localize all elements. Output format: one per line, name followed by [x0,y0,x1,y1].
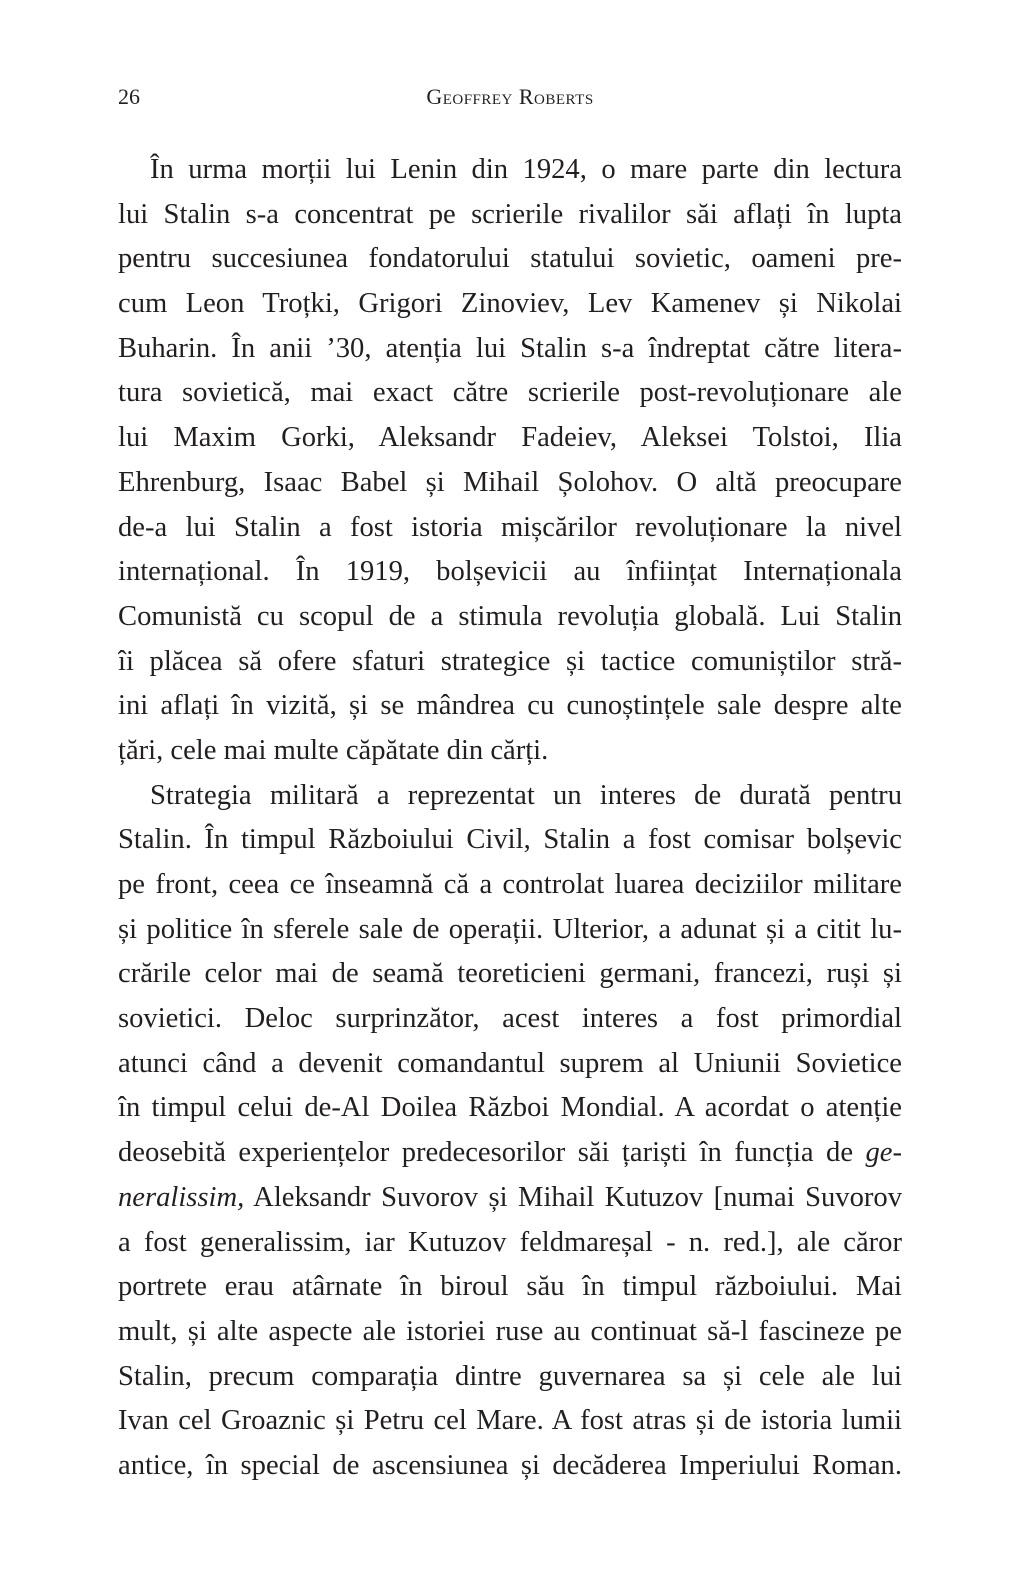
text-line [118,729,902,774]
text-line [118,863,902,908]
text-line [118,640,902,685]
text-line [118,550,902,595]
text-line [118,595,902,640]
text-segment: de-a lui Stalin a fost istoria mișcărilor revoluționare la nivel [118,511,902,543]
text-line [118,148,902,193]
page-number: 26 [118,84,140,109]
text-line [118,1310,902,1355]
text-line [118,1176,902,1221]
text-line [118,1086,902,1131]
text-line [118,193,902,238]
text-line [118,506,902,551]
text-line [118,1221,902,1266]
text-segment: Comunistă cu scopul de a stimula revoluția globală. Lui Stalin [118,600,902,632]
text-segment: Ehrenburg, Isaac Babel și Mihail Șolohov. O altă preocupare [118,466,902,498]
text-segment: deosebită experiențelor predecesorilor săi țariști în funcția de [118,1137,866,1169]
text-segment: antice, în special de ascensiunea și decăderea Imperiului Roman. [118,1449,902,1481]
italic-text: ge- [865,1137,902,1169]
text-line [118,371,902,416]
italic-text: neralissim, [118,1181,245,1213]
text-segment: lui Maxim Gorki, Aleksandr Fadeiev, Aleksei Tolstoi, Ilia [118,422,902,454]
text-segment: tura sovietică, mai exact către scrierile post-revoluționare ale [118,377,902,409]
paragraph [118,774,902,1489]
text-segment: Strategia militară a reprezentat un interes de durată pentru [150,779,902,811]
text-segment: ini aflați în vizită, și se mândrea cu cunoștințele sale despre alte [118,690,902,722]
paragraph [118,148,902,774]
text-line [118,1265,902,1310]
text-line [118,237,902,282]
text-segment: în timpul celui de-Al Doilea Război Mondial. A acordat o atenție [118,1092,902,1124]
text-line [118,1042,902,1087]
text-segment: În urma morții lui Lenin din 1924, o mare parte din lectura [150,154,902,185]
text-line [118,1444,902,1489]
text-line [118,282,902,327]
text-segment: a fost generalissim, iar Kutuzov feldmareșal - n. red.], ale căror [118,1226,902,1258]
text-line [118,327,902,372]
text-line [118,684,902,729]
text-line [118,416,902,461]
text-line [118,461,902,506]
text-segment: îi plăcea să ofere sfaturi strategice și tactice comuniștilor stră- [118,645,902,677]
text-segment: pe front, ceea ce înseamnă că a controlat luarea deciziilor militare [118,869,902,900]
text-line [118,1131,902,1176]
text-line [118,997,902,1042]
text-segment: Aleksandr Suvorov și Mihail Kutuzov [numai Suvorov [244,1181,902,1213]
text-segment: Stalin, precum comparația dintre guvernarea sa și cele ale lui [118,1360,902,1392]
text-segment: sovietici. Deloc surprinzător, acest interes a fost primordial [118,1003,902,1035]
body-text [118,148,902,1489]
text-segment: țări, cele mai multe căpătate din cărți. [118,734,549,766]
text-segment: și politice în sferele sale de operații. Ulterior, a adunat și a citit lu- [118,913,902,945]
text-segment: cum Leon Troțki, Grigori Zinoviev, Lev Kamenev și Nikolai [118,288,902,320]
text-segment: portrete erau atârnate în biroul său în timpul războiului. Mai [118,1271,902,1303]
text-line [118,1399,902,1444]
text-line [118,818,902,863]
text-line [118,908,902,953]
text-line [118,1355,902,1400]
text-line [118,952,902,997]
text-segment: atunci când a devenit comandantul suprem al Uniunii Sovietice [118,1047,902,1079]
text-segment: crările celor mai de seamă teoreticieni germani, francezi, ruși și [118,958,902,990]
running-title: Geoffrey Roberts [426,84,594,109]
text-segment: pentru succesiunea fondatorului statului sovietic, oameni pre- [118,243,902,275]
text-line [118,774,902,819]
text-segment: internațional. În 1919, bolșevicii au înființat Internaționala [118,556,902,588]
text-segment: mult, și alte aspecte ale istoriei ruse au continuat să-l fascineze pe [118,1315,902,1347]
text-segment: Stalin. În timpul Războiului Civil, Stalin a fost comisar bolșevic [118,824,902,856]
text-segment: Buharin. În anii ’30, atenția lui Stalin s-a îndreptat către litera- [118,332,902,364]
text-segment: Ivan cel Groaznic și Petru cel Mare. A fost atras și de istoria lumii [118,1405,902,1437]
text-segment: lui Stalin s-a concentrat pe scrierile rivalilor săi aflați în lupta [118,198,902,230]
page-header [118,84,902,116]
